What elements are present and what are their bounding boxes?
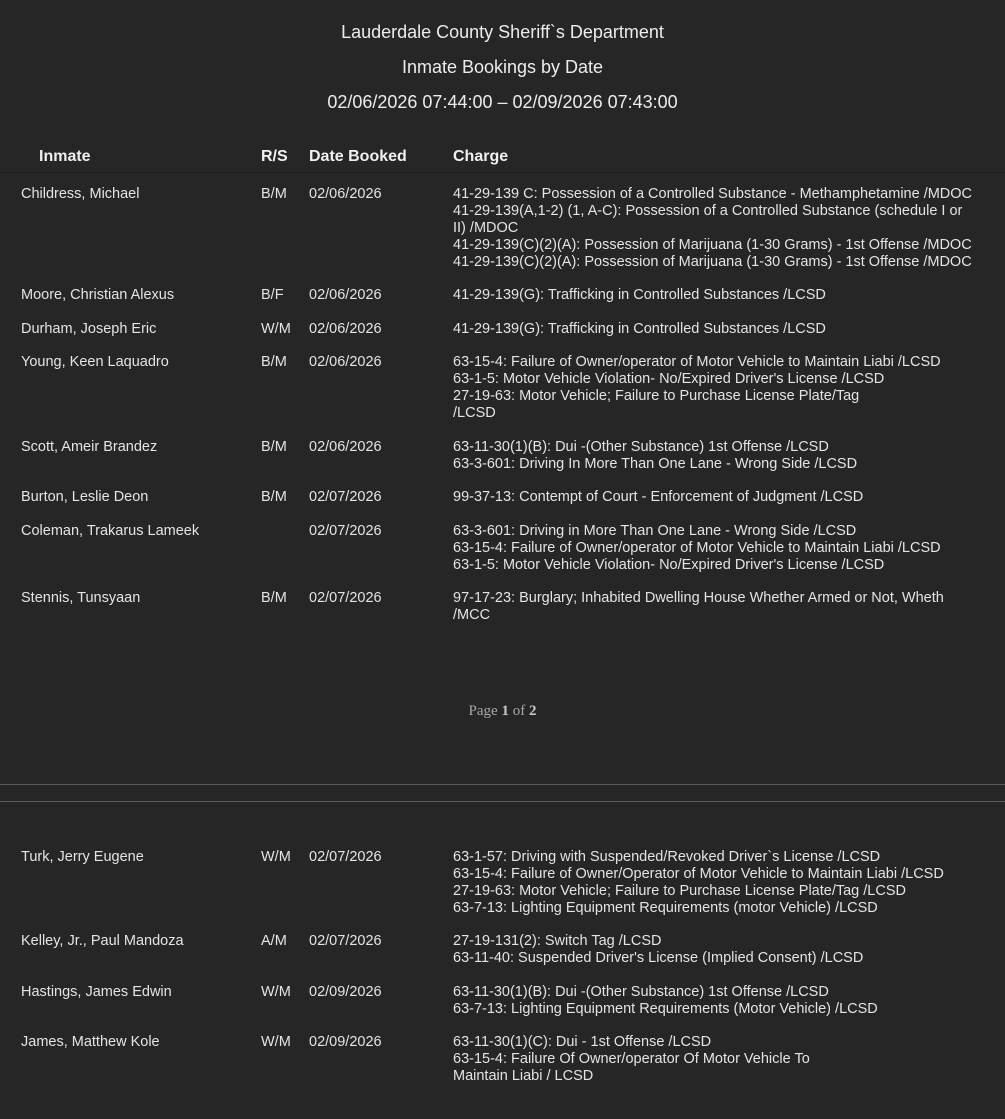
charge-line: 63-11-30(1)(C): Dui - 1st Offense /LCSD — [453, 1034, 712, 1050]
charge-line: 63-7-13: Lighting Equipment Requirements (motor Vehicle) /LCSD — [453, 900, 878, 916]
date-booked: 02/07/2026 — [309, 489, 382, 505]
charge-list — [453, 354, 993, 422]
charge-line: 63-1-57: Driving with Suspended/Revoked Driver`s License /LCSD — [453, 849, 881, 865]
date-booked: 02/06/2026 — [309, 439, 382, 455]
page-indicator — [0, 703, 1005, 720]
report-title: Inmate Bookings by Date — [401, 57, 604, 77]
race-sex: B/M — [261, 186, 287, 202]
race-sex: W/M — [261, 984, 291, 1000]
inmate-name: Stennis, Tunsyaan — [21, 590, 141, 606]
page-break-divider — [0, 784, 1005, 802]
charge-list — [453, 321, 993, 338]
charge-line: 99-37-13: Contempt of Court - Enforcement of Judgment /LCSD — [453, 489, 864, 505]
charge-list — [453, 489, 993, 506]
page-current: 1 — [501, 703, 509, 719]
charge-line: 41-29-139(G): Trafficking in Controlled Substances /LCSD — [453, 321, 826, 337]
charge-list — [453, 523, 993, 574]
date-booked: 02/07/2026 — [309, 849, 382, 865]
charge-line: 97-17-23: Burglary; Inhabited Dwelling House Whether Armed or Not, Wheth — [453, 590, 944, 606]
date-booked: 02/06/2026 — [309, 287, 382, 303]
charge-list — [453, 849, 993, 917]
charge-line: 63-11-40: Suspended Driver's License (Implied Consent) /LCSD — [453, 950, 864, 966]
date-booked: 02/09/2026 — [309, 984, 382, 1000]
inmate-name: Burton, Leslie Deon — [21, 489, 149, 505]
charge-line: 63-3-601: Driving In More Than One Lane - Wrong Side /LCSD — [453, 456, 858, 472]
inmate-name: Durham, Joseph Eric — [21, 321, 157, 337]
charge-line: 63-7-13: Lighting Equipment Requirements (Motor Vehicle) /LCSD — [453, 1001, 878, 1017]
column-header-date-booked: Date Booked — [309, 148, 407, 165]
date-booked: 02/07/2026 — [309, 523, 382, 539]
charge-list — [453, 933, 993, 967]
charge-list — [453, 1034, 993, 1085]
department-name: Lauderdale County Sheriff`s Department — [341, 22, 664, 42]
charge-line: 41-29-139(C)(2)(A): Possession of Marijuana (1-30 Grams) - 1st Offense /MDOC — [453, 254, 972, 270]
column-header-charge: Charge — [453, 148, 509, 165]
inmate-name: Young, Keen Laquadro — [21, 354, 169, 370]
race-sex: B/M — [261, 590, 287, 606]
inmate-name: Turk, Jerry Eugene — [21, 849, 144, 865]
date-booked: 02/06/2026 — [309, 321, 382, 337]
charge-line: /LCSD — [453, 405, 496, 421]
charge-line: 63-15-4: Failure of Owner/operator of Motor Vehicle to Maintain Liabi /LCSD — [453, 354, 941, 370]
charge-line: Maintain Liabi / LCSD — [453, 1068, 594, 1084]
charge-line: 63-15-4: Failure of Owner/Operator of Motor Vehicle to Maintain Liabi /LCSD — [453, 866, 944, 882]
charge-line: 27-19-131(2): Switch Tag /LCSD — [453, 933, 662, 949]
page-total: 2 — [528, 703, 537, 719]
charge-line: 63-11-30(1)(B): Dui -(Other Substance) 1st Offense /LCSD — [453, 439, 829, 455]
charge-line: 27-19-63: Motor Vehicle; Failure to Purchase License Plate/Tag — [453, 388, 860, 404]
charge-line: 41-29-139(A,1-2) (1, A-C): Possession of a Controlled Substance (schedule I or — [453, 203, 963, 219]
race-sex: A/M — [261, 933, 287, 949]
race-sex: W/M — [261, 849, 291, 865]
charge-line: 63-1-5: Motor Vehicle Violation- No/Expired Driver's License /LCSD — [453, 371, 885, 387]
race-sex: B/M — [261, 439, 287, 455]
inmate-name: Kelley, Jr., Paul Mandoza — [21, 933, 184, 949]
charge-list — [453, 590, 993, 624]
charge-line: 63-11-30(1)(B): Dui -(Other Substance) 1st Offense /LCSD — [453, 984, 829, 1000]
charge-line: II) /MDOC — [453, 220, 519, 236]
race-sex: B/F — [261, 287, 284, 303]
charge-line: 41-29-139(C)(2)(A): Possession of Marijuana (1-30 Grams) - 1st Offense /MDOC — [453, 237, 972, 253]
inmate-name: Hastings, James Edwin — [21, 984, 172, 1000]
charge-line: 63-15-4: Failure of Owner/operator of Motor Vehicle to Maintain Liabi /LCSD — [453, 540, 941, 556]
race-sex: W/M — [261, 321, 291, 337]
inmate-name: Coleman, Trakarus Lameek — [21, 523, 200, 539]
date-booked: 02/07/2026 — [309, 590, 382, 606]
race-sex: B/M — [261, 354, 287, 370]
inmate-name: Moore, Christian Alexus — [21, 287, 175, 303]
column-header-inmate: Inmate — [39, 148, 91, 165]
charge-list — [453, 186, 993, 271]
charge-line: 63-15-4: Failure Of Owner/operator Of Motor Vehicle To — [453, 1051, 810, 1067]
charge-line: /MCC — [453, 607, 491, 623]
charge-line: 63-3-601: Driving in More Than One Lane - Wrong Side /LCSD — [453, 523, 857, 539]
charge-line: 41-29-139 C: Possession of a Controlled Substance - Methamphetamine /MDOC — [453, 186, 973, 202]
race-sex: W/M — [261, 1034, 291, 1050]
date-booked: 02/06/2026 — [309, 354, 382, 370]
column-header-race-sex: R/S — [261, 148, 288, 165]
charge-line: 63-1-5: Motor Vehicle Violation- No/Expired Driver's License /LCSD — [453, 557, 885, 573]
inmate-name: Childress, Michael — [21, 186, 140, 202]
inmate-name: Scott, Ameir Brandez — [21, 439, 158, 455]
charge-list — [453, 984, 993, 1018]
charge-list — [453, 439, 993, 473]
date-booked: 02/07/2026 — [309, 933, 382, 949]
charge-line: 27-19-63: Motor Vehicle; Failure to Purchase License Plate/Tag /LCSD — [453, 883, 906, 899]
charge-line: 41-29-139(G): Trafficking in Controlled Substances /LCSD — [453, 287, 826, 303]
charge-list — [453, 287, 993, 304]
inmate-name: James, Matthew Kole — [21, 1034, 160, 1050]
race-sex: B/M — [261, 489, 287, 505]
date-booked: 02/06/2026 — [309, 186, 382, 202]
header-divider — [0, 172, 1005, 173]
date-booked: 02/09/2026 — [309, 1034, 382, 1050]
page-of: of — [512, 703, 526, 719]
page-prefix: Page — [468, 703, 498, 719]
report-date-range: 02/06/2026 07:44:00 – 02/09/2026 07:43:00 — [327, 92, 678, 112]
